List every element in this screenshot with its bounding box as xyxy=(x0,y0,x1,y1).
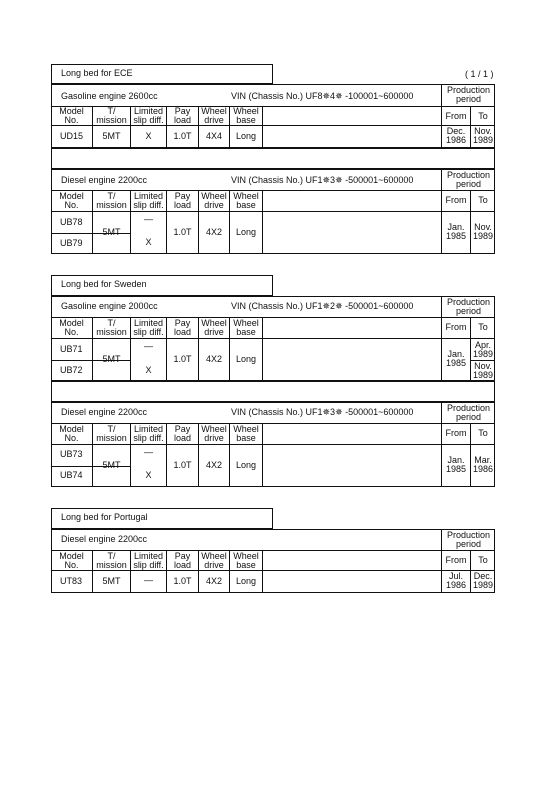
payload-header: Pay load xyxy=(173,424,191,443)
wheel-base: Long xyxy=(235,576,257,586)
tm-header: T/ mission xyxy=(96,106,127,125)
lsd-value: X xyxy=(145,131,152,141)
wheel-drive: 4X4 xyxy=(205,131,222,141)
transmission: 5MT xyxy=(102,131,121,141)
wheel-base: Long xyxy=(235,227,257,237)
payload: 1.0T xyxy=(173,131,192,141)
wheel-drive-header: Wheel drive xyxy=(201,551,227,570)
payload: 1.0T xyxy=(173,354,192,364)
wheel-drive: 4X2 xyxy=(205,227,222,237)
transmission: 5MT xyxy=(102,576,121,586)
to-date: Nov. 1989 xyxy=(472,126,494,145)
lsd-value: — xyxy=(144,575,153,585)
payload: 1.0T xyxy=(173,227,192,237)
payload: 1.0T xyxy=(173,460,192,470)
payload: 1.0T xyxy=(173,576,192,586)
lsd-header: Limited slip diff. xyxy=(133,551,164,570)
to-date: Dec. 1989 xyxy=(472,571,494,590)
lsd-value: — xyxy=(144,341,153,351)
from-header: From xyxy=(445,428,467,438)
tm-header: T/ mission xyxy=(96,191,127,210)
model-header: Model No. xyxy=(59,424,84,443)
wheel-drive: 4X2 xyxy=(205,460,222,470)
wheel-base-header: Wheel base xyxy=(233,106,259,125)
payload-header: Pay load xyxy=(173,318,191,337)
spacer-row xyxy=(51,148,495,169)
section-title-ece: Long bed for ECE xyxy=(51,64,273,84)
model-no: UB72 xyxy=(60,365,83,375)
spacer-row xyxy=(51,381,495,402)
to-date: Apr. 1989 xyxy=(472,340,494,359)
lsd-header: Limited slip diff. xyxy=(133,318,164,337)
transmission: 5MT xyxy=(102,227,121,237)
to-header: To xyxy=(478,322,488,332)
payload-header: Pay load xyxy=(173,191,191,210)
vin-label: VIN (Chassis No.) UF1✵3✵ -500001~600000 xyxy=(231,175,414,185)
tm-header: T/ mission xyxy=(96,551,127,570)
model-no: UT83 xyxy=(60,576,83,586)
wheel-drive-header: Wheel drive xyxy=(201,318,227,337)
vin-label: VIN (Chassis No.) UF1✵2✵ -500001~600000 xyxy=(231,301,414,311)
engine-label: Diesel engine 2200cc xyxy=(61,534,148,544)
to-date: Nov. 1989 xyxy=(472,361,494,380)
from-header: From xyxy=(445,111,467,121)
section-title-portugal: Long bed for Portugal xyxy=(51,508,273,529)
from-date: Jan. 1985 xyxy=(445,222,467,241)
wheel-drive-header: Wheel drive xyxy=(201,191,227,210)
engine-label: Diesel engine 2200cc xyxy=(61,175,148,185)
lsd-value: X xyxy=(145,237,152,247)
from-header: From xyxy=(445,555,467,565)
wheel-drive: 4X2 xyxy=(205,354,222,364)
payload-header: Pay load xyxy=(173,106,191,125)
to-date: Mar. 1986 xyxy=(472,455,494,474)
lsd-value: — xyxy=(144,214,153,224)
model-header: Model No. xyxy=(59,551,84,570)
wheel-base: Long xyxy=(235,354,257,364)
wheel-base-header: Wheel base xyxy=(233,551,259,570)
production-header: Production period xyxy=(446,530,491,549)
wheel-base: Long xyxy=(235,460,257,470)
from-header: From xyxy=(445,195,467,205)
to-header: To xyxy=(478,111,488,121)
wheel-drive-header: Wheel drive xyxy=(201,106,227,125)
model-no: UB74 xyxy=(60,470,83,480)
model-no: UB71 xyxy=(60,344,83,354)
model-no: UB78 xyxy=(60,217,83,227)
lsd-header: Limited slip diff. xyxy=(133,191,164,210)
model-header: Model No. xyxy=(59,106,84,125)
wheel-drive: 4X2 xyxy=(205,576,222,586)
section-title-sweden: Long bed for Sweden xyxy=(51,275,273,296)
engine-label: Gasoline engine 2000cc xyxy=(61,301,158,311)
model-no: UB73 xyxy=(60,449,83,459)
vin-label: VIN (Chassis No.) UF1✵3✵ -500001~600000 xyxy=(231,407,414,417)
from-date: Jan. 1985 xyxy=(445,349,467,368)
model-no: UB79 xyxy=(60,238,83,248)
to-header: To xyxy=(478,195,488,205)
wheel-base-header: Wheel base xyxy=(233,191,259,210)
lsd-header: Limited slip diff. xyxy=(133,424,164,443)
lsd-header: Limited slip diff. xyxy=(133,106,164,125)
lsd-value: X xyxy=(145,470,152,480)
lsd-value: — xyxy=(144,447,153,457)
wheel-base-header: Wheel base xyxy=(233,318,259,337)
payload-header: Pay load xyxy=(173,551,191,570)
to-header: To xyxy=(478,555,488,565)
to-header: To xyxy=(478,428,488,438)
tm-header: T/ mission xyxy=(96,424,127,443)
production-header: Production period xyxy=(446,403,491,422)
to-date: Nov. 1989 xyxy=(472,222,494,241)
transmission: 5MT xyxy=(102,354,121,364)
engine-label: Gasoline engine 2600cc xyxy=(61,91,158,101)
page-number: ( 1 / 1 ) xyxy=(465,69,494,79)
wheel-base: Long xyxy=(235,131,257,141)
model-header: Model No. xyxy=(59,191,84,210)
lsd-value: X xyxy=(145,365,152,375)
production-header: Production period xyxy=(446,297,491,316)
production-header: Production period xyxy=(446,170,491,189)
from-date: Dec. 1986 xyxy=(445,126,467,145)
model-no: UD15 xyxy=(60,131,84,141)
wheel-drive-header: Wheel drive xyxy=(201,424,227,443)
from-date: Jan. 1985 xyxy=(445,455,467,474)
from-header: From xyxy=(445,322,467,332)
vin-label: VIN (Chassis No.) UF8✵4✵ -100001~600000 xyxy=(231,91,414,101)
wheel-base-header: Wheel base xyxy=(233,424,259,443)
production-header: Production period xyxy=(446,85,491,104)
model-header: Model No. xyxy=(59,318,84,337)
tm-header: T/ mission xyxy=(96,318,127,337)
transmission: 5MT xyxy=(102,460,121,470)
from-date: Jul. 1986 xyxy=(445,571,467,590)
engine-label: Diesel engine 2200cc xyxy=(61,407,148,417)
